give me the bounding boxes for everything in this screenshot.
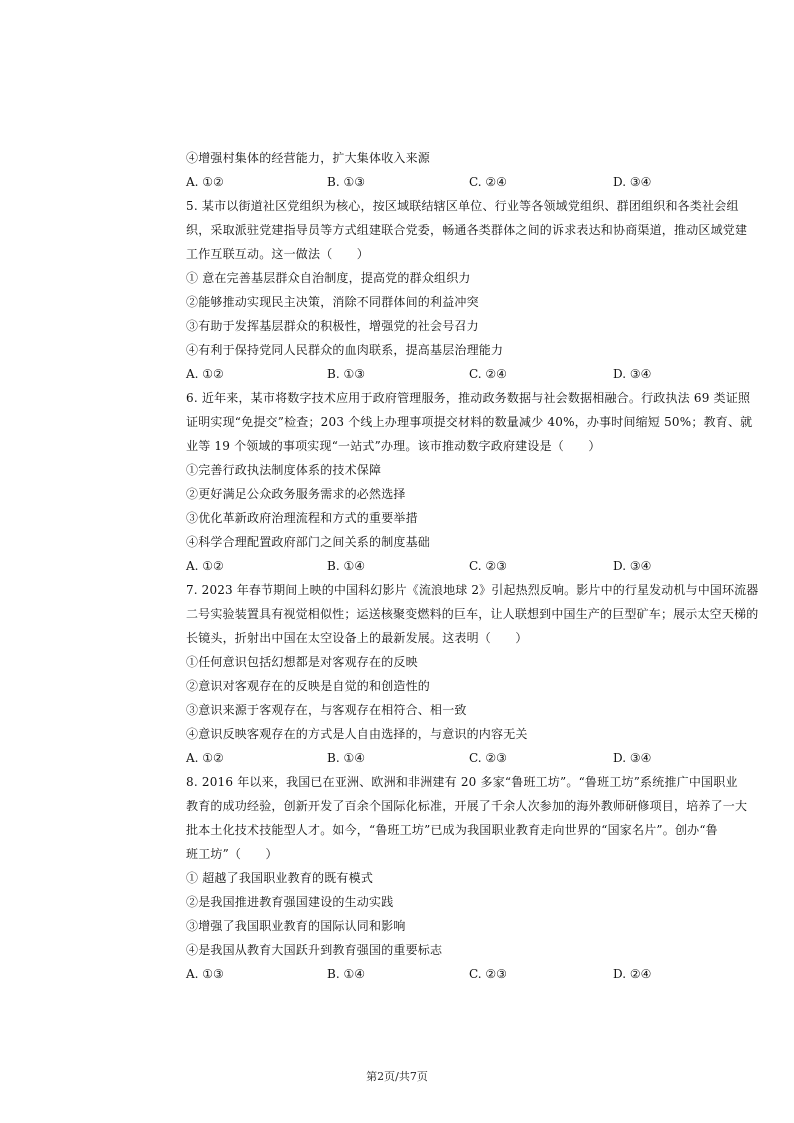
- q7-item: ④意识反映客观存在的方式是人自由选择的，与意识的内容无关: [186, 727, 528, 741]
- q6-stem-line: 证明实现“免提交”检查；203 个线上办理事项提交材料的数量减少 40%，办事时间缩短 50%；教育、就: [186, 415, 753, 429]
- q4-option-a: A. ①②: [186, 175, 224, 189]
- q7-stem-line: 二号实验装置具有视觉相似性；运送核聚变燃料的巨车，让人联想到中国生产的巨型矿车；展示太空天梯的: [186, 607, 759, 621]
- q7-options: [186, 750, 756, 766]
- q8-option-a: A. ①③: [186, 967, 224, 981]
- q6-options: [186, 558, 756, 574]
- q6-item: ③优化革新政府治理流程和方式的重要举措: [186, 511, 418, 525]
- q6-item: ④科学合理配置政府部门之间关系的制度基础: [186, 535, 431, 549]
- q6-option-b: B. ①④: [327, 559, 365, 573]
- q8-option-c: C. ②③: [469, 967, 507, 981]
- q5-item: ②能够推动实现民主决策，消除不同群体间的利益冲突: [186, 295, 479, 309]
- q5-option-d: D. ③④: [613, 367, 652, 381]
- q6-option-a: A. ①②: [186, 559, 224, 573]
- q6-option-c: C. ②③: [469, 559, 507, 573]
- q7-option-d: D. ③④: [613, 751, 652, 765]
- q5-stem-line: 5. 某市以街道社区党组织为核心，按区域联结辖区单位、行业等各领域党组织、群团组织和各类社会组: [186, 199, 739, 213]
- q5-item: ③有助于发挥基层群众的积极性，增强党的社会号召力: [186, 319, 479, 333]
- q7-item: ①任何意识包括幻想都是对客观存在的反映: [186, 655, 418, 669]
- q8-option-d: D. ②④: [613, 967, 652, 981]
- q8-stem-line: 8. 2016 年以来，我国已在亚洲、欧洲和非洲建有 20 多家“鲁班工坊”。“鲁班工坊”系统推广中国职业: [186, 775, 738, 789]
- q4-options: [186, 174, 756, 190]
- q4-item-4: ④增强村集体的经营能力，扩大集体收入来源: [186, 151, 431, 165]
- q7-stem-line: 长镜头，折射出中国在太空设备上的最新发展。这表明（ ）: [186, 631, 528, 645]
- q5-option-a: A. ①②: [186, 367, 224, 381]
- q4-option-c: C. ②④: [469, 175, 507, 189]
- q5-item: ① 意在完善基层群众自治制度，提高党的群众组织力: [186, 271, 471, 285]
- q8-stem-line: 教育的成功经验，创新开发了百余个国际化标准，开展了千余人次参加的海外教师研修项目，培养了一大: [186, 799, 748, 813]
- q7-option-b: B. ①④: [327, 751, 365, 765]
- q5-option-c: C. ②④: [469, 367, 507, 381]
- q8-options: [186, 966, 756, 982]
- q5-item: ④有利于保持党同人民群众的血肉联系，提高基层治理能力: [186, 343, 504, 357]
- q5-options: [186, 366, 756, 382]
- q8-stem-line: 班工坊”（ ）: [186, 847, 278, 861]
- q7-option-c: C. ②③: [469, 751, 507, 765]
- q8-option-b: B. ①④: [327, 967, 365, 981]
- q7-item: ②意识对客观存在的反映是自觉的和创造性的: [186, 679, 431, 693]
- q6-stem-line: 6. 近年来，某市将数字技术应用于政府管理服务，推动政务数据与社会数据相融合。行政执法 69 类证照: [186, 391, 751, 405]
- q5-option-b: B. ①③: [327, 367, 365, 381]
- q7-option-a: A. ①②: [186, 751, 224, 765]
- q7-item: ③意识来源于客观存在，与客观存在相符合、相一致: [186, 703, 467, 717]
- q5-stem-line: 织，采取派驻党建指导员等方式组建联合党委，畅通各类群体之间的诉求表达和协商渠道，推动区域党建: [186, 223, 748, 237]
- q5-stem-line: 工作互联互动。这一做法（ ）: [186, 247, 370, 261]
- q8-item: ④是我国从教育大国跃升到教育强国的重要标志: [186, 943, 443, 957]
- q4-option-d: D. ③④: [613, 175, 652, 189]
- q6-option-d: D. ③④: [613, 559, 652, 573]
- q7-stem-line: 7. 2023 年春节期间上映的中国科幻影片《流浪地球 2》引起热烈反响。影片中的行星发动机与中国环流器: [186, 583, 759, 597]
- page-number: 第2页/共7页: [366, 1070, 428, 1083]
- q6-stem-line: 业等 19 个领域的事项实现“一站式”办理。该市推动数字政府建设是（ ）: [186, 439, 601, 453]
- q8-item: ②是我国推进教育强国建设的生动实践: [186, 895, 394, 909]
- q6-item: ②更好满足公众政务服务需求的必然选择: [186, 487, 406, 501]
- q6-item: ①完善行政执法制度体系的技术保障: [186, 463, 382, 477]
- q4-option-b: B. ①③: [327, 175, 365, 189]
- q8-item: ① 超越了我国职业教育的既有模式: [186, 871, 374, 885]
- q8-item: ③增强了我国职业教育的国际认同和影响: [186, 919, 406, 933]
- q8-stem-line: 批本土化技术技能型人才。如今，“鲁班工坊”已成为我国职业教育走向世界的“国家名片”。创办“鲁: [186, 823, 718, 837]
